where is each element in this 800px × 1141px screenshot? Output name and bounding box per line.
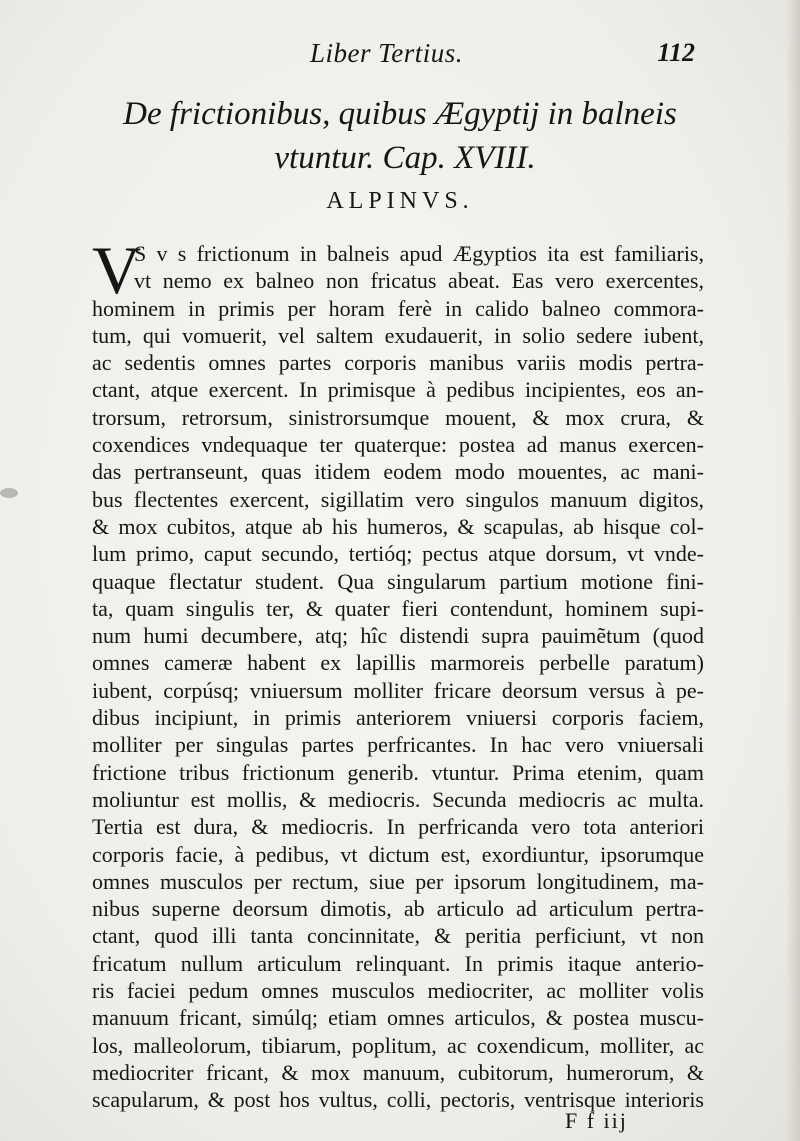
ink-smudge [0,488,18,498]
text-line: quaque flectatur student. Qua singularum partium motione fini- [92,568,704,594]
chapter-title [0,92,800,180]
text-line: mediocriter fricant, & mox manuum, cubitorum, humerorum, & [92,1059,704,1085]
body-text [92,232,704,1114]
text-line: tum, qui vomuerit, vel saltem exudauerit, in solio sedere iubent, [92,322,704,348]
drop-cap [92,232,142,308]
text-line: scapularum, & post hos vultus, colli, pectoris, ventrisque interioris [92,1087,704,1113]
text-line: nibus superne deorsum dimotis, ab articulo ad articulum pertra- [92,896,704,922]
text-line: fricatum nullum articulum relinquant. In primis itaque anterio- [92,950,704,976]
text-line: coxendices vndequaque ter quaterque: postea ad manus exercen- [92,432,704,458]
text-line: ctant, atque exercent. In primisque à pedibus incipientes, eos an- [92,377,704,403]
text-line: num humi decumbere, atq; hîc distendi supra pauimẽtum (quod [92,623,704,649]
text-line: ta, quam singulis ter, & quater fieri contendunt, hominem supi- [92,595,704,621]
text-line: omnes cameræ habent ex lapillis marmoreis perbelle paratum) [92,650,704,676]
text-line: & mox cubitos, atque ab his humeros, & scapulas, ab hisque col- [92,513,704,539]
text-line: Tertia est dura, & mediocris. In perfricanda vero tota anteriori [92,814,704,840]
page-number: 112 [657,38,695,67]
text-line: das pertranseunt, quas itidem eodem modo mouentes, ac mani- [92,459,704,485]
text-line: ris faciei pedum omnes musculos mediocriter, ac molliter volis [92,978,704,1004]
speaker-heading: ALPINVS. [326,188,474,214]
text-line: bus flectentes exercent, sigillatim vero singulos manuum digitos, [92,486,704,512]
text-line: omnes musculos per rectum, siue per ipsorum longitudinem, ma- [92,868,704,894]
chapter-title-line-2: vtuntur. Cap. XVIII. [274,140,536,176]
text-line: moliuntur est mollis, & mediocris. Secunda mediocris ac multa. [92,786,704,812]
text-line: hominem in primis per horam ferè in calido balneo commora- [92,295,704,321]
text-line: trorsum, retrorsum, sinistrorsumque mouent, & mox crura, & [92,404,704,430]
drop-cap-letter: V [92,232,142,308]
text-line: los, malleolorum, tibiarum, poplitum, ac coxendicum, molliter, ac [92,1032,704,1058]
text-line: ac sedentis omnes partes corporis manibus variis modis pertra- [92,350,704,376]
text-line: vt nemo ex balneo non fricatus abeat. Eas vero exercentes, [134,268,704,294]
text-line: manuum fricant, simúlq; etiam omnes articulos, & postea muscu- [92,1005,704,1031]
text-line: corporis facie, à pedibus, vt dictum est, exordiuntur, ipsorumque [92,841,704,867]
text-line: iubent, corpúsq; vniuersum molliter fricare deorsum versus à pe- [92,677,704,703]
running-title: Liber Tertius. [310,38,464,68]
text-line: dibus incipiunt, in primis anteriorem vniuersi corporis faciem, [92,705,704,731]
chapter-title-line-1: De frictionibus, quibus Ægyptij in balneis [123,96,677,132]
signature-mark: F f iij [565,1108,628,1133]
text-line: lum primo, caput secundo, tertióq; pectus atque dorsum, vt vnde- [92,541,704,567]
text-line: frictione tribus frictionum generib. vtuntur. Prima etenim, quam [92,759,704,785]
text-line: molliter per singulas partes perfricantes. In hac vero vniuersali [92,732,704,758]
running-head [0,30,800,70]
text-line: S v s frictionum in balneis apud Ægyptios ita est familiaris, [134,241,704,266]
text-line: ctant, quod illi tanta concinnitate, & peritia perficiunt, vt non [92,923,704,949]
